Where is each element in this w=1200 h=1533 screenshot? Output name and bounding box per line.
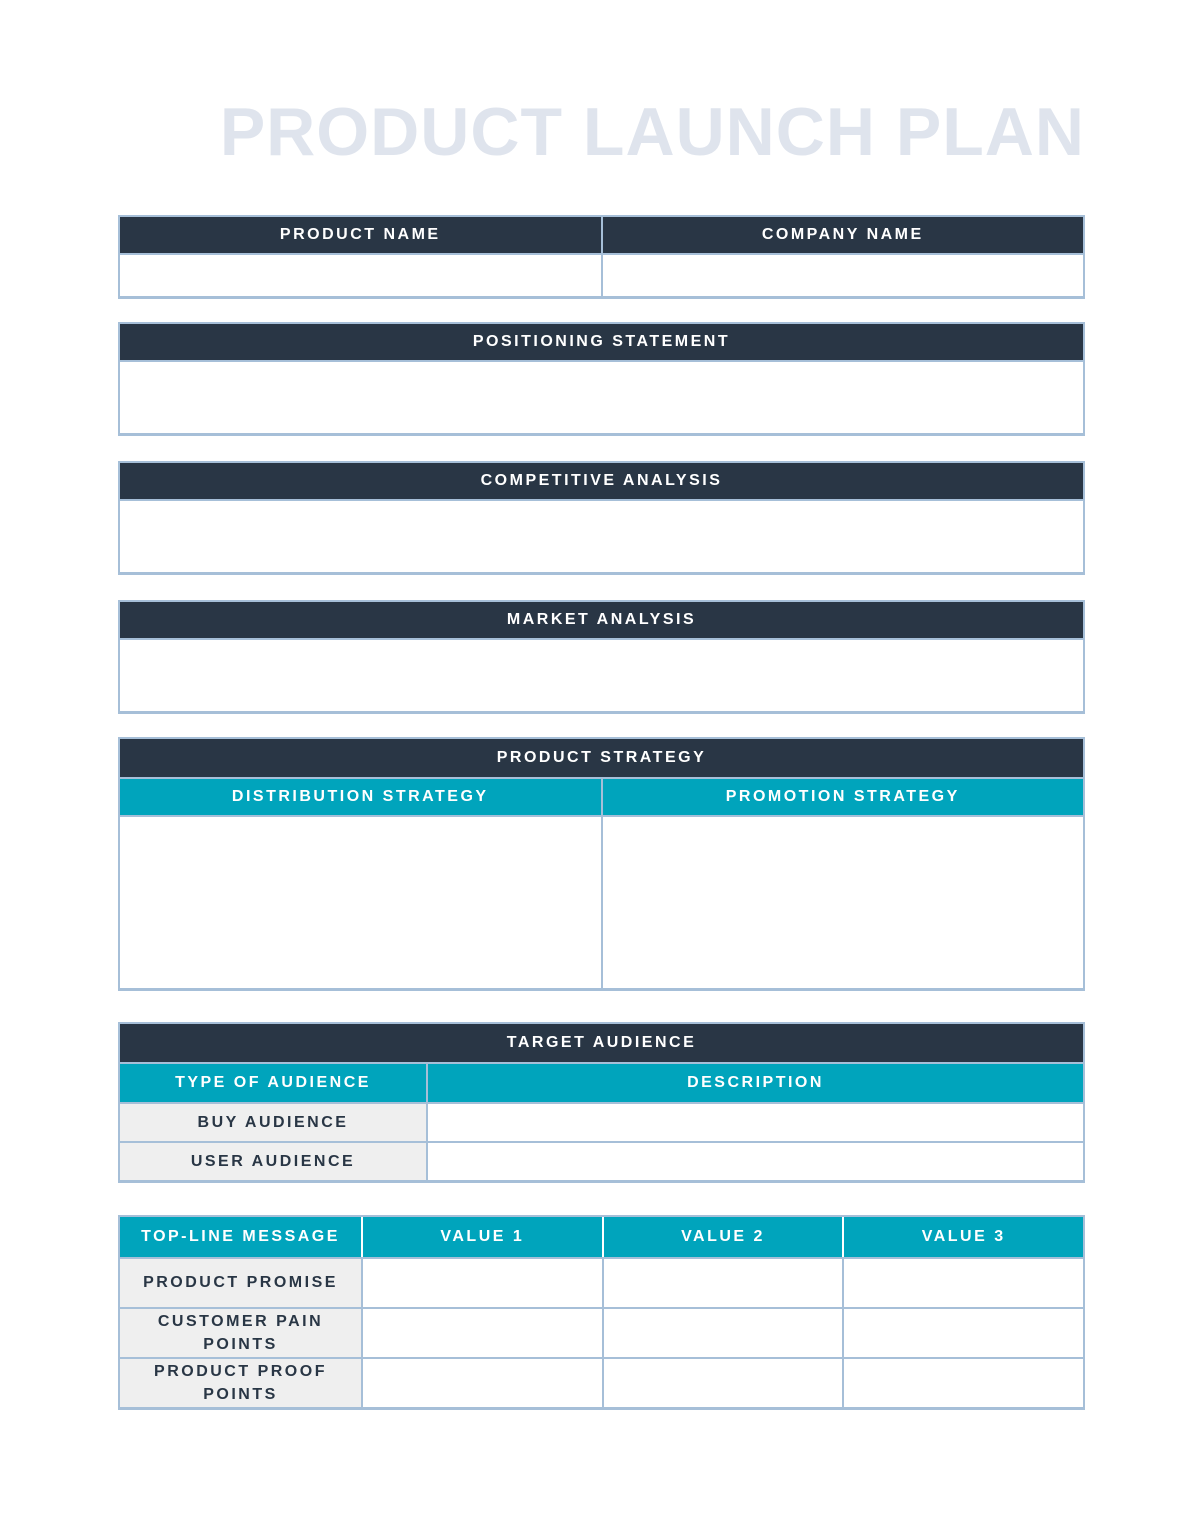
audience-subheader-row [120,1062,1083,1102]
product-strategy-header: PRODUCT STRATEGY [496,749,707,766]
strategy-subheader-row [120,777,1083,815]
customer-pain-points-row [120,1307,1083,1357]
market-analysis-header: MARKET ANALYSIS [506,611,697,628]
market-header-row [120,602,1083,638]
value-1-header: VALUE 1 [361,1217,602,1257]
competitive-analysis-header: COMPETITIVE ANALYSIS [480,472,723,489]
page-title: PRODUCT LAUNCH PLAN [219,94,1085,170]
user-audience-label: USER AUDIENCE [120,1143,426,1180]
market-analysis-table [118,600,1085,714]
market-value-row [120,638,1083,711]
info-value-row [120,253,1083,296]
target-audience-table [118,1022,1085,1183]
competitive-value-row [120,499,1083,572]
strategy-value-row [120,815,1083,988]
product-name-input[interactable] [120,255,601,296]
distribution-strategy-header: DISTRIBUTION STRATEGY [231,788,489,805]
positioning-value-row [120,360,1083,433]
company-name-input[interactable] [601,255,1084,296]
type-of-audience-header: TYPE OF AUDIENCE [175,1074,371,1091]
buy-audience-description-input[interactable] [426,1104,1083,1141]
product-strategy-table [118,737,1085,991]
customer-pain-points-label: CUSTOMER PAIN POINTS [120,1309,361,1357]
info-header-row [120,217,1083,253]
positioning-statement-table [118,322,1085,436]
positioning-statement-header: POSITIONING STATEMENT [472,333,731,350]
product-name-header: PRODUCT NAME [279,226,441,243]
product-proof-points-label: PRODUCT PROOF POINTS [120,1359,361,1407]
top-line-message-table [118,1215,1085,1410]
value-2-header: VALUE 2 [602,1217,843,1257]
customer-pain-points-value3-input[interactable] [842,1309,1083,1357]
positioning-header-row [120,324,1083,360]
product-proof-points-value1-input[interactable] [361,1359,602,1407]
competitive-analysis-table [118,461,1085,575]
buy-audience-row [120,1102,1083,1141]
audience-header-row [120,1024,1083,1062]
user-audience-row [120,1141,1083,1180]
promotion-strategy-header: PROMOTION STRATEGY [601,779,1084,815]
company-name-header: COMPANY NAME [601,217,1084,253]
product-promise-row [120,1257,1083,1307]
customer-pain-points-value2-input[interactable] [602,1309,843,1357]
distribution-strategy-input[interactable] [120,817,601,988]
product-proof-points-row [120,1357,1083,1407]
messages-header-row [120,1217,1083,1257]
strategy-header-row [120,739,1083,777]
product-proof-points-value2-input[interactable] [602,1359,843,1407]
product-promise-value1-input[interactable] [361,1259,602,1307]
customer-pain-points-value1-input[interactable] [361,1309,602,1357]
market-analysis-input[interactable] [120,640,1083,711]
promotion-strategy-input[interactable] [601,817,1084,988]
top-line-message-header: TOP-LINE MESSAGE [141,1228,340,1245]
product-promise-value3-input[interactable] [842,1259,1083,1307]
description-header: DESCRIPTION [426,1064,1083,1102]
positioning-statement-input[interactable] [120,362,1083,433]
value-3-header: VALUE 3 [842,1217,1083,1257]
info-table [118,215,1085,299]
product-proof-points-value3-input[interactable] [842,1359,1083,1407]
user-audience-description-input[interactable] [426,1143,1083,1180]
product-promise-label: PRODUCT PROMISE [120,1259,361,1307]
product-promise-value2-input[interactable] [602,1259,843,1307]
buy-audience-label: BUY AUDIENCE [120,1104,426,1141]
competitive-analysis-input[interactable] [120,501,1083,572]
target-audience-header: TARGET AUDIENCE [506,1034,697,1051]
competitive-header-row [120,463,1083,499]
